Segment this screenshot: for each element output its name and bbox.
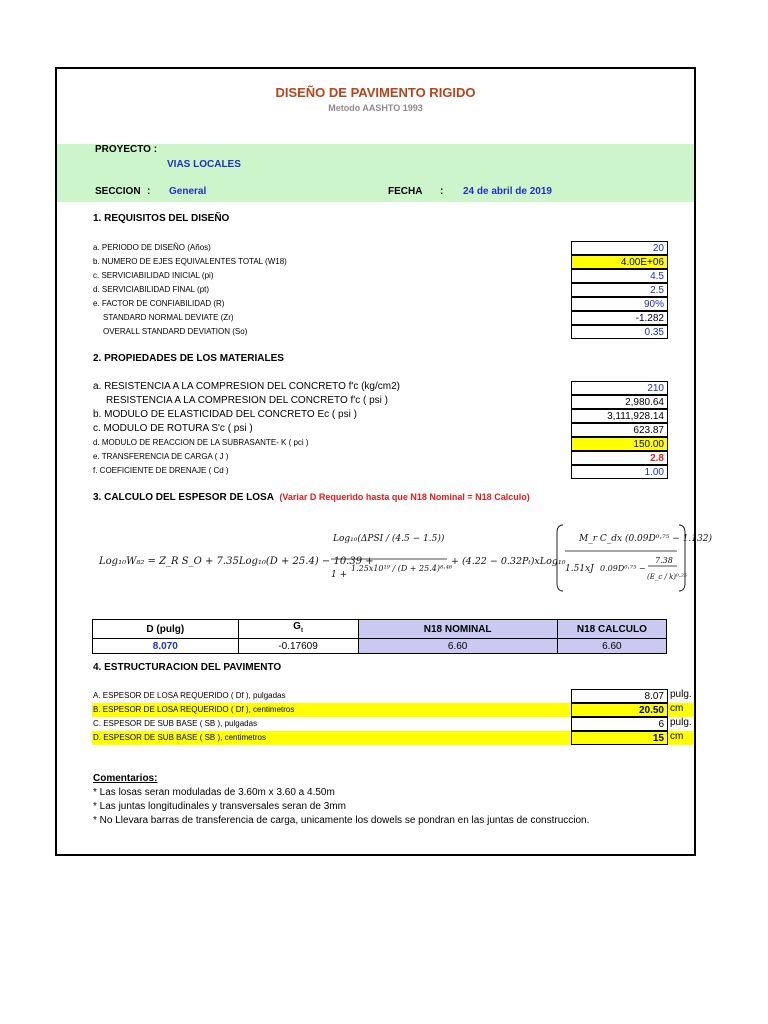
- espesor-table: [92, 619, 667, 654]
- page-subtitle: Metodo AASHTO 1993: [328, 103, 423, 113]
- s1-value-periodo[interactable]: 20: [571, 241, 668, 255]
- proyecto-value[interactable]: VIAS LOCALES: [167, 159, 241, 170]
- cell-d[interactable]: 8.070: [93, 639, 239, 654]
- header-n18-calculo: N18 CALCULO: [557, 620, 666, 639]
- header-n18-nominal: N18 NOMINAL: [358, 620, 557, 639]
- header-d: D (pulg): [93, 620, 239, 639]
- s4-value-df-pulg: 8.07: [571, 689, 668, 703]
- header-g-subscript: t: [300, 628, 303, 634]
- seccion-colon: :: [147, 186, 151, 197]
- s1-label-r: e. FACTOR DE CONFIABILIDAD (R): [93, 299, 225, 308]
- section1-heading: 1. REQUISITOS DEL DISEÑO: [93, 213, 230, 224]
- s4-label-sb-cm: D. ESPESOR DE SUB BASE ( SB ), centimetros: [93, 733, 266, 742]
- s1-value-so[interactable]: 0.35: [571, 325, 668, 339]
- s1-label-so: OVERALL STANDARD DEVIATION (So): [103, 327, 248, 336]
- s4-value-df-cm: 20.50: [571, 703, 668, 717]
- fecha-label: FECHA: [388, 186, 423, 197]
- proyecto-label: PROYECTO :: [95, 144, 158, 155]
- s2-label-k: d. MODULO DE REACCION DE LA SUBRASANTE- K ( pci ): [93, 438, 309, 447]
- s2-label-j: e. TRANSFERENCIA DE CARGA ( J ): [93, 452, 229, 461]
- section3-heading-text: 3. CALCULO DEL ESPESOR DE LOSA: [93, 492, 274, 503]
- s4-unit-sb-pulg: pulg.: [670, 717, 692, 728]
- s1-value-pt[interactable]: 2.5: [571, 283, 668, 297]
- s4-label-df-pulg: A. ESPESOR DE LOSA REQUERIDO ( Df ), pulgadas: [93, 691, 286, 700]
- aashto-formula: [95, 519, 712, 597]
- comment-item: * Las losas seran moduladas de 3.60m x 3.60 a 4.50m: [93, 787, 335, 798]
- s2-value-ec: 3,111,928.14: [571, 409, 668, 423]
- formula-big-num: M_r C_dx (0.09D⁰·⁷⁵ − 1.132): [579, 534, 712, 544]
- fecha-colon: :: [440, 186, 444, 197]
- s2-value-j[interactable]: 2.8: [571, 451, 668, 465]
- section3-heading: [93, 492, 530, 503]
- formula-frac1-den-a: 1 +: [331, 570, 348, 580]
- page-title: DISEÑO DE PAVIMENTO RIGIDO: [275, 85, 476, 100]
- section4-heading: 4. ESTRUCTURACION DEL PAVIMENTO: [93, 662, 282, 673]
- formula-big-den-b: 0.09D⁰·⁷⁵ −: [600, 564, 646, 573]
- cell-n18-calculo: 6.60: [557, 639, 666, 654]
- table-row: [93, 639, 667, 654]
- s4-label-sb-pulg: C. ESPESOR DE SUB BASE ( SB ), pulgadas: [93, 719, 258, 728]
- seccion-value[interactable]: General: [169, 186, 207, 197]
- s2-label-fc-kg: a. RESISTENCIA A LA COMPRESION DEL CONCRETO f'c (kg/cm2): [93, 381, 400, 392]
- s2-value-fc-kg[interactable]: 210: [571, 381, 668, 395]
- s1-label-pt: d. SERVICIABILIDAD FINAL (pt): [93, 285, 210, 294]
- cell-n18-nominal: 6.60: [358, 639, 557, 654]
- s4-unit-df-pulg: pulg.: [670, 689, 692, 700]
- header-g: [238, 620, 358, 639]
- s2-value-fc-psi: 2,980.64: [571, 395, 668, 409]
- seccion-label: SECCION: [95, 186, 141, 197]
- formula-lhs: Log₁₀W₈₂ = Z_R S_O + 7.35Log₁₀(D + 25.4) − 10.39 +: [99, 556, 374, 567]
- formula-frac1-num: Log₁₀(ΔPSI / (4.5 − 1.5)): [333, 534, 445, 544]
- header-g-text: G: [293, 621, 301, 632]
- s4-unit-sb-cm: cm: [670, 731, 684, 742]
- table-header-row: [93, 620, 667, 639]
- s4-value-sb-cm: 15: [571, 731, 668, 745]
- formula-big-den-a: 1.51xJ: [565, 564, 594, 574]
- s1-label-w18: b. NUMERO DE EJES EQUIVALENTES TOTAL (W18): [93, 257, 287, 266]
- fecha-value[interactable]: 24 de abril de 2019: [463, 186, 552, 197]
- s2-label-sc: c. MODULO DE ROTURA S'c ( psi ): [93, 423, 253, 434]
- formula-big-den-c-num: 7.38: [655, 556, 673, 565]
- s2-value-k[interactable]: 150.00: [571, 437, 668, 451]
- cell-g: -0.17609: [238, 639, 358, 654]
- s1-value-zr: -1.282: [571, 311, 668, 325]
- section3-note: (Variar D Requerido hasta que N18 Nominal = N18 Calculo): [279, 492, 530, 502]
- s1-label-periodo: a. PERIODO DE DISEÑO (Años): [93, 243, 211, 252]
- comments-heading: Comentarios:: [93, 773, 158, 784]
- formula-big-den-c-den: (E_c / k)⁰·²⁵: [647, 573, 687, 581]
- comment-item: * No Llevara barras de transferencia de carga, unicamente los dowels se pondran en las juntas de construccion.: [93, 815, 590, 826]
- section2-heading: 2. PROPIEDADES DE LOS MATERIALES: [93, 353, 284, 364]
- s4-value-sb-pulg[interactable]: 6: [571, 717, 668, 731]
- s4-unit-df-cm: cm: [670, 703, 684, 714]
- s1-label-pi: c. SERVICIABILIDAD INICIAL (pi): [93, 271, 214, 280]
- comment-item: * Las juntas longitudinales y transversales seran de 3mm: [93, 801, 346, 812]
- s1-label-zr: STANDARD NORMAL DEVIATE (Zr): [103, 313, 234, 322]
- s2-label-fc-psi: RESISTENCIA A LA COMPRESION DEL CONCRETO f'c ( psi ): [106, 395, 388, 406]
- design-sheet: [55, 67, 712, 856]
- s1-value-w18[interactable]: 4.00E+06: [571, 255, 668, 269]
- formula-mid: + (4.22 − 0.32Pₜ)xLog₁₀: [451, 556, 566, 567]
- formula-frac1-den-b: 1.25x10¹⁹ / (D + 25.4)⁸·⁴⁶: [351, 564, 453, 573]
- s4-label-df-cm: B. ESPESOR DE LOSA REQUERIDO ( Df ), centimetros: [93, 705, 295, 714]
- s2-label-cd: f. COEFICIENTE DE DRENAJE ( Cd ): [93, 466, 229, 475]
- s2-value-cd[interactable]: 1.00: [571, 465, 668, 479]
- s1-value-pi[interactable]: 4.5: [571, 269, 668, 283]
- s2-value-sc: 623.87: [571, 423, 668, 437]
- s2-label-ec: b. MODULO DE ELASTICIDAD DEL CONCRETO Ec ( psi ): [93, 409, 357, 420]
- s1-value-r[interactable]: 90%: [571, 297, 668, 311]
